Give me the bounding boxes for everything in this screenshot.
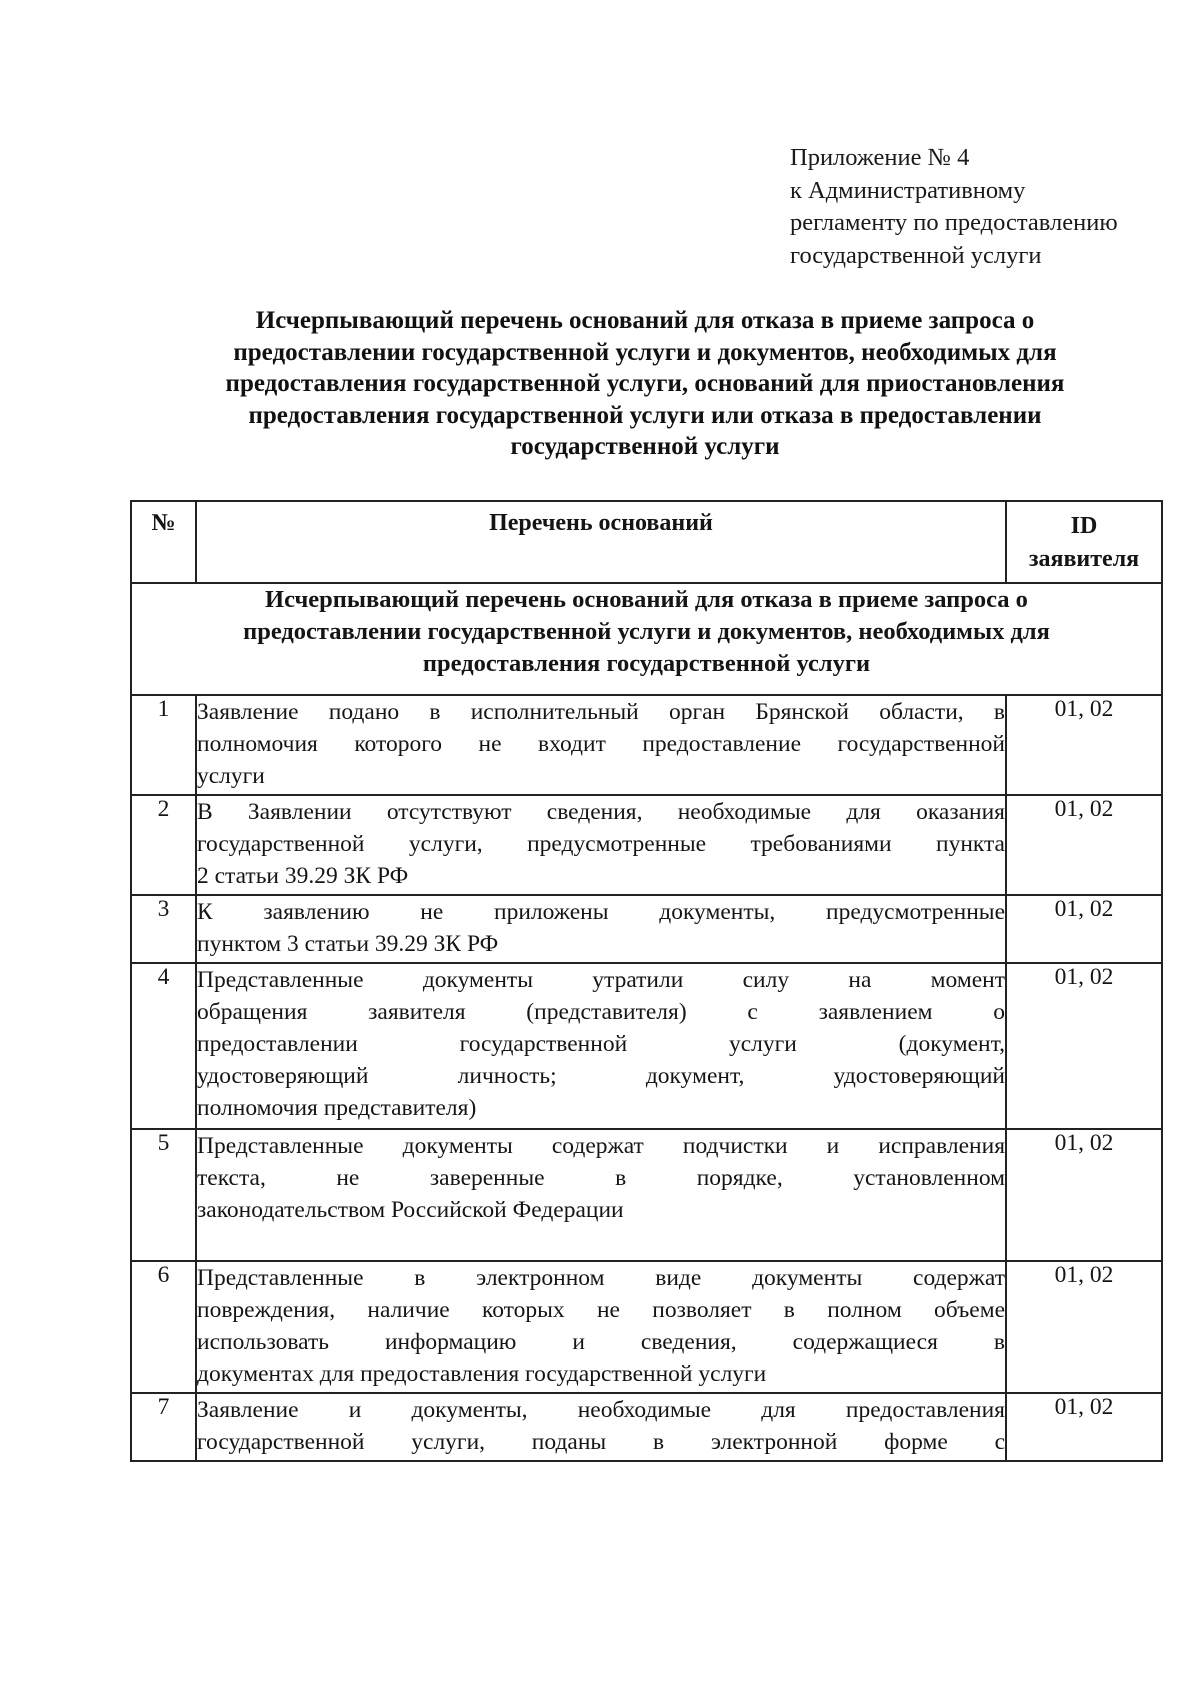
title-line: предоставлении государственной услуги и документов, необходимых для — [233, 338, 1057, 366]
row-text-line: Заявление и документы, необходимые для предоставления — [197, 1397, 1005, 1423]
table-row — [131, 1129, 1162, 1261]
row-text-line: В Заявлении отсутствуют сведения, необходимые для оказания — [197, 799, 1005, 825]
header-grounds: Перечень оснований — [196, 501, 1006, 583]
table-row — [131, 795, 1162, 895]
row-text-line: законодательством Российской Федерации — [197, 1197, 624, 1223]
row-text-line: Представленные в электронном виде документы содержат — [197, 1265, 1005, 1291]
header-applicant-id — [1006, 501, 1162, 583]
title-line: государственной услуги — [510, 433, 780, 460]
row-text-line: предоставлении государственной услуги (документ, — [197, 1031, 1005, 1057]
row-text-line: государственной услуги, поданы в электронной форме с — [197, 1429, 1005, 1455]
table-row — [131, 963, 1162, 1129]
table-row — [131, 695, 1162, 795]
title-line: Исчерпывающий перечень оснований для отказа в приеме запроса о — [255, 307, 1035, 334]
row-number: 7 — [131, 1393, 196, 1461]
row-applicant-id: 01, 02 — [1006, 1261, 1162, 1393]
section-line: предоставлении государственной услуги и документов, необходимых для — [243, 618, 1050, 645]
section-heading — [131, 583, 1162, 695]
row-number: 1 — [131, 695, 196, 795]
row-text-line: пунктом 3 статьи 39.29 ЗК РФ — [197, 931, 499, 957]
row-number: 6 — [131, 1261, 196, 1393]
row-applicant-id: 01, 02 — [1006, 695, 1162, 795]
row-text-line: текста, не заверенные в порядке, установленном — [197, 1165, 1005, 1191]
row-number: 2 — [131, 795, 196, 895]
row-text-line: Заявление подано в исполнительный орган Брянской области, в — [197, 699, 1005, 725]
header-id-line: ID — [1070, 513, 1098, 539]
row-text-line: государственной услуги, предусмотренные требованиями пункта — [197, 831, 1005, 857]
row-text-line: использовать информацию и сведения, содержащиеся в — [197, 1329, 1005, 1355]
row-text — [196, 963, 1006, 1129]
row-text-line: Представленные документы содержат подчистки и исправления — [197, 1133, 1005, 1159]
appendix-note — [790, 142, 1170, 272]
row-applicant-id: 01, 02 — [1006, 963, 1162, 1129]
row-text-line: удостоверяющий личность; документ, удостоверяющий — [197, 1063, 1005, 1089]
appendix-line: государственной услуги — [790, 241, 1042, 269]
row-number: 5 — [131, 1129, 196, 1261]
table-row — [131, 1393, 1162, 1461]
row-text-line: 2 статьи 39.29 ЗК РФ — [197, 863, 409, 889]
row-text — [196, 1129, 1006, 1261]
row-text — [196, 895, 1006, 963]
row-text — [196, 695, 1006, 795]
table-header-row — [131, 501, 1162, 583]
section-row — [131, 583, 1162, 695]
row-text-line: документах для предоставления государственной услуги — [197, 1361, 767, 1387]
table-row — [131, 1261, 1162, 1393]
appendix-line: Приложение № 4 — [790, 144, 970, 171]
row-text-line: полномочия которого не входит предоставление государственной — [197, 731, 1005, 757]
row-text-line: К заявлению не приложены документы, предусмотренные — [197, 899, 1005, 925]
row-text-line: полномочия представителя) — [197, 1095, 477, 1121]
row-text-line: обращения заявителя (представителя) с заявлением о — [197, 999, 1005, 1025]
header-number: № — [131, 501, 196, 583]
grounds-table — [130, 500, 1163, 1462]
appendix-line: к Административному — [790, 176, 1026, 204]
document-title — [140, 305, 1150, 463]
row-text — [196, 1393, 1006, 1461]
appendix-line: регламенту по предоставлению — [790, 209, 1118, 236]
header-id-line: заявителя — [1028, 546, 1140, 572]
section-line: предоставления государственной услуги — [422, 650, 871, 677]
table-row — [131, 895, 1162, 963]
row-text-line: услуги — [197, 763, 265, 789]
section-line: Исчерпывающий перечень оснований для отказа в приеме запроса о — [265, 586, 1028, 613]
row-number: 3 — [131, 895, 196, 963]
title-line: предоставления государственной услуги или отказа в предоставлении — [248, 401, 1042, 429]
row-applicant-id: 01, 02 — [1006, 795, 1162, 895]
row-applicant-id: 01, 02 — [1006, 1393, 1162, 1461]
row-text — [196, 795, 1006, 895]
row-applicant-id: 01, 02 — [1006, 895, 1162, 963]
row-number: 4 — [131, 963, 196, 1129]
row-text-line: Представленные документы утратили силу на момент — [197, 967, 1005, 993]
row-text-line: повреждения, наличие которых не позволяет в полном объеме — [197, 1297, 1005, 1323]
row-text — [196, 1261, 1006, 1393]
row-applicant-id: 01, 02 — [1006, 1129, 1162, 1261]
title-line: предоставления государственной услуги, оснований для приостановления — [225, 370, 1065, 397]
